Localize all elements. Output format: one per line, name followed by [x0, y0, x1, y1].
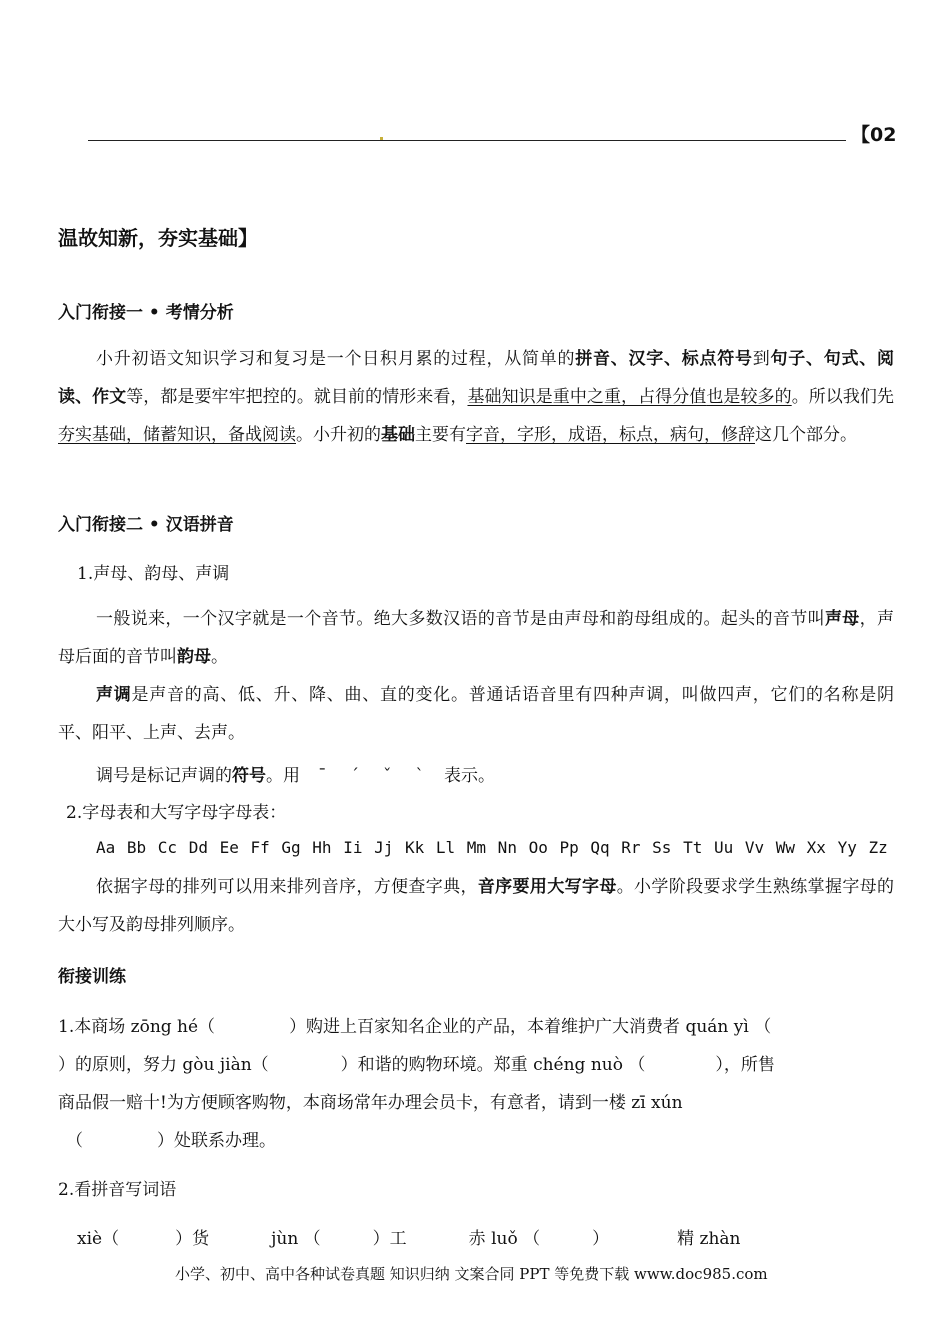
- syllable-paragraph: 一般说来，一个汉字就是一个音节。绝大多数汉语的音节是由声母和韵母组成的。起头的音节叫声母，声母后面的音节叫韵母。: [58, 609, 895, 667]
- section1-heading: 入门衔接一 • 考情分析: [58, 303, 234, 323]
- question1-line2: ）的原则，努力 gòu jiàn（ ）和谐的购物环境。郑重 chéng nuò （ ），所售: [58, 1055, 775, 1075]
- tone-mark-first: ˉ: [318, 766, 327, 786]
- section3-heading: 衔接训练: [58, 967, 126, 987]
- question1-line1: 1.本商场 zōng hé（ ）购进上百家知名企业的产品，本着维护广大消费者 quán yì （: [58, 1017, 772, 1037]
- tone-mark-third: ˇ: [383, 766, 392, 786]
- question2-items: xiè（ ）货 jùn （ ）工 赤 luǒ （ ） 精 zhàn: [77, 1229, 741, 1249]
- footer-text: 小学、初中、高中各种试卷真题 知识归纳 文案合同 PPT 等免费下载 www.doc985.com: [175, 1265, 768, 1283]
- item-initials-finals-tones: 1.声母、韵母、声调: [77, 564, 230, 584]
- tone-paragraph: 声调是声音的高、低、升、降、曲、直的变化。普通话语音里有四种声调，叫做四声，它们的名称是阴平、阳平、上声、去声。: [58, 685, 894, 743]
- question2-title: 2.看拼音写词语: [58, 1180, 177, 1200]
- question1-line3: 商品假一赔十!为方便顾客购物，本商场常年办理会员卡，有意者，请到一楼 zī xún: [58, 1093, 683, 1113]
- question1-line4: （ ）处联系办理。: [66, 1131, 276, 1151]
- tone-mark-second: ˊ: [350, 766, 359, 786]
- page-title: 温故知新，夯实基础】: [58, 226, 258, 250]
- header-rule-dot: [380, 137, 383, 140]
- section2-heading: 入门衔接二 • 汉语拼音: [58, 515, 234, 535]
- alphabet-line: Aa Bb Cc Dd Ee Ff Gg Hh Ii Jj Kk Ll Mm Nn Oo Pp Qq Rr Ss Tt Uu Vv Ww Xx Yy Zz: [96, 838, 888, 857]
- header-rule: [88, 140, 846, 141]
- tone-mark-line: 调号是标记声调的符号。用 ˉ ˊ ˇ ˋ 表示。: [96, 766, 495, 786]
- alphabet-order-paragraph: 依据字母的排列可以用来排列音序，方便查字典，音序要用大写字母。小学阶段要求学生熟练掌握字母的大小写及韵母排列顺序。: [58, 877, 895, 935]
- header-tag: 【02: [851, 124, 897, 146]
- tone-mark-fourth: ˋ: [415, 766, 424, 786]
- section1-paragraph: 小升初语文知识学习和复习是一个日积月累的过程，从简单的拼音、汉字、标点符号到句子、句式、阅读、作文等，都是要牢牢把控的。就目前的情形来看，基础知识是重中之重，占得分值也是较多的。所以我们先夯实基础，储蓄知识，备战阅读。小升初的基础主要有字音，字形，成语，标点，病句，修辞这几个部分。: [58, 349, 894, 445]
- item-alphabet: 2.字母表和大写字母字母表：: [66, 803, 287, 823]
